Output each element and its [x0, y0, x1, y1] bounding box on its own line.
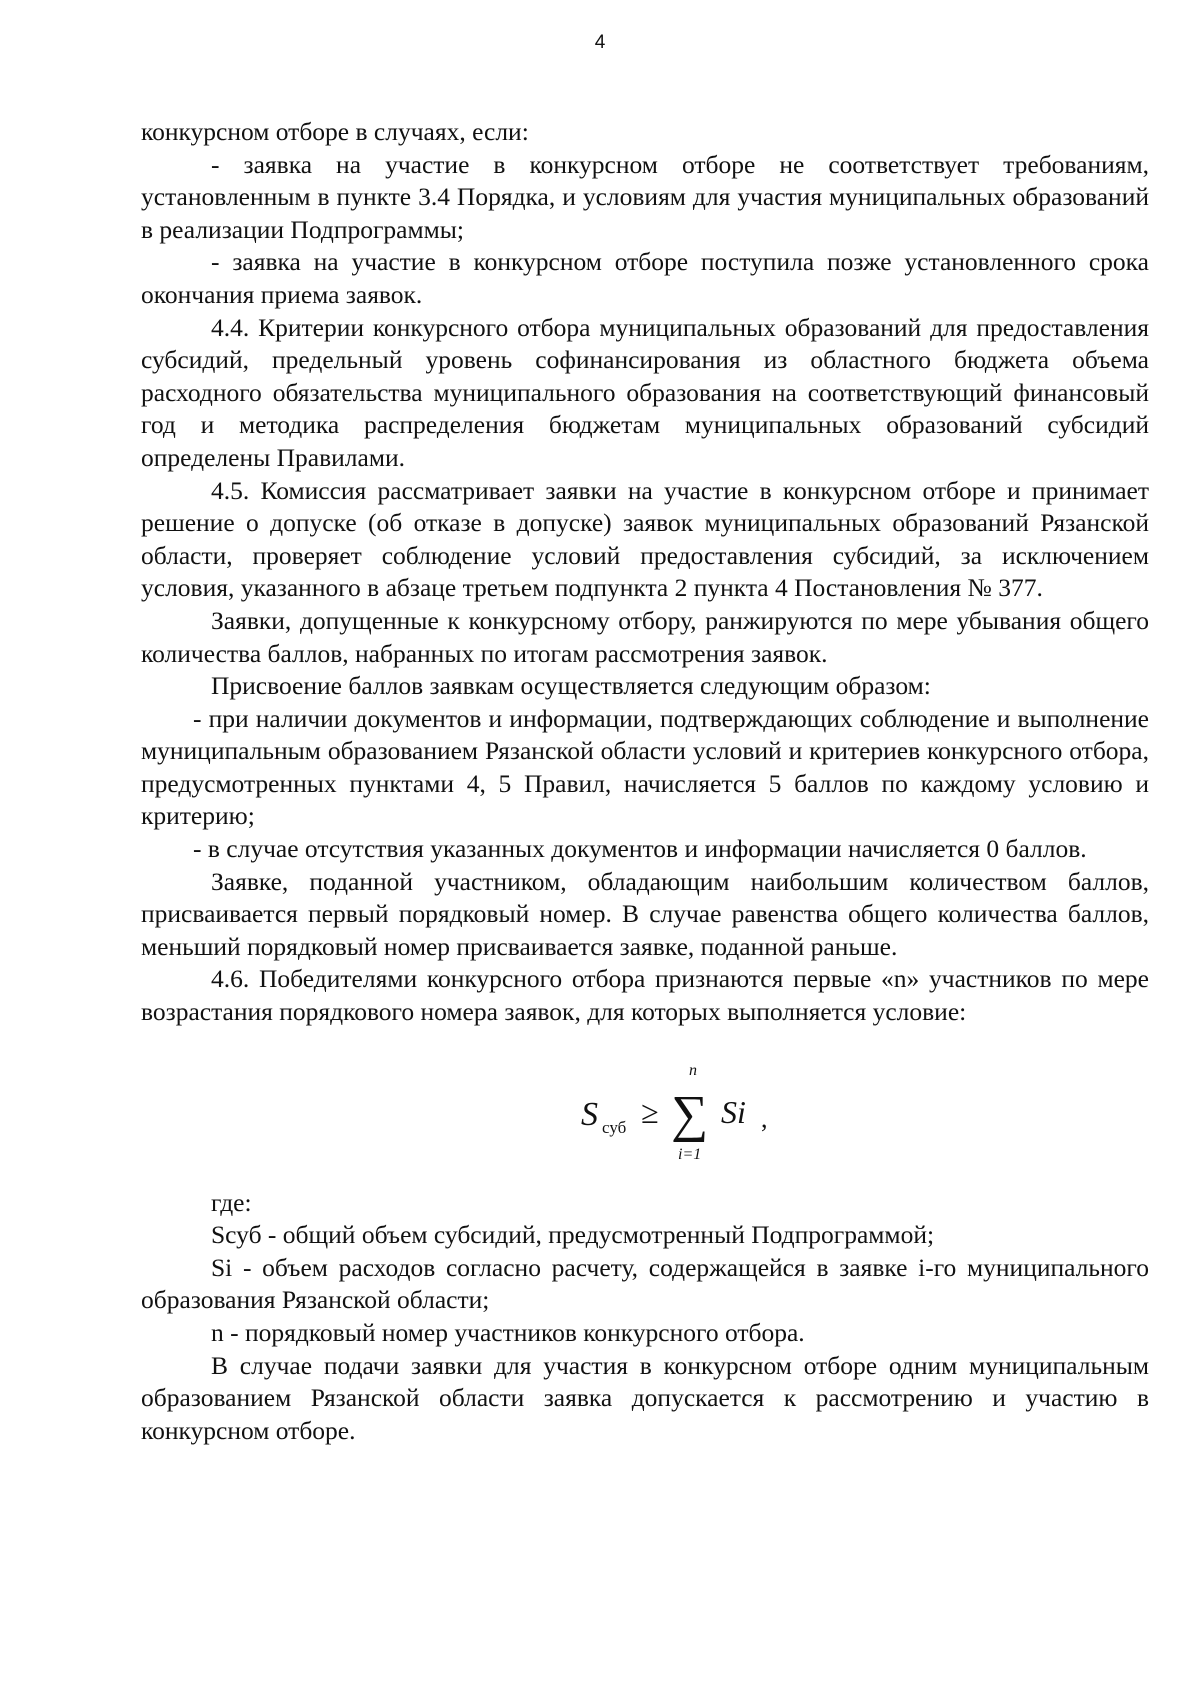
- paragraph-4-5: 4.5. Комиссия рассматривает заявки на участие в конкурсном отборе и принимает решение о допуске (об отказе в допуске) заявок муниципальных образований Рязанской области, проверяет соблюдение условий предоставления субсидий, за исключением условия, указанного в абзаце третьем подпункта 2 пункта 4 Постановления № 377.: [141, 475, 1149, 603]
- formula-trailing: ,: [761, 1103, 768, 1133]
- formula-term: Si: [721, 1093, 746, 1130]
- paragraph-where: где:: [211, 1187, 252, 1217]
- formula-lhs-subscript: суб: [602, 1117, 627, 1137]
- formula-graphic: [581, 1057, 781, 1167]
- paragraph-4-4: 4.4. Критерии конкурсного отбора муниципальных образований для предоставления субсидий, предельный уровень софинансирования из областного бюджета объема расходного обязательства муниципального образования на соответствующий финансовый год и методика распределения бюджетам муниципальных образований субсидий определены Правилами.: [141, 312, 1149, 472]
- paragraph-6: Заявки, допущенные к конкурсному отбору, ранжируются по мере убывания общего количества баллов, набранных по итогам рассмотрения заявок.: [141, 605, 1149, 668]
- page-number: 4: [594, 32, 606, 53]
- paragraph-8: - при наличии документов и информации, подтверждающих соблюдение и выполнение муниципальным образованием Рязанской области условий и критериев конкурсного отбора, предусмотренных пунктами 4, 5 Правил, начисляется 5 баллов по каждому условию и критерию;: [141, 703, 1149, 831]
- paragraph-2: - заявка на участие в конкурсном отборе не соответствует требованиям, установленным в пункте 3.4 Порядка, и условиям для участия муниципальных образований в реализации Подпрограммы;: [141, 149, 1149, 244]
- paragraph-10: Заявке, поданной участником, обладающим наибольшим количеством баллов, присваивается первый порядковый номер. В случае равенства общего количества баллов, меньший порядковый номер присваивается заявке, поданной раньше.: [141, 866, 1149, 961]
- formula-lower-limit: i=1: [678, 1145, 702, 1163]
- paragraph-scub-definition: Sсуб - общий объем субсидий, предусмотренный Подпрограммой;: [211, 1220, 935, 1250]
- paragraph-n-definition: n - порядковый номер участников конкурсного отбора.: [211, 1318, 805, 1347]
- formula-lhs: S: [581, 1095, 598, 1133]
- formula-relation: ≥: [641, 1093, 659, 1130]
- formula-sum-symbol: ∑: [671, 1085, 709, 1143]
- paragraph-si-definition: Si - объем расходов согласно расчету, содержащейся в заявке i-го муниципального образования Рязанской области;: [141, 1252, 1149, 1315]
- formula-upper-limit: n: [689, 1061, 697, 1079]
- paragraph-7: Присвоение баллов заявкам осуществляется следующим образом:: [211, 671, 931, 701]
- paragraph-4-6: 4.6. Победителями конкурсного отбора признаются первые «n» участников по мере возрастания порядкового номера заявок, для которых выполняется условие:: [141, 964, 1149, 1027]
- paragraph-3: - заявка на участие в конкурсном отборе поступила позже установленного срока окончания приема заявок.: [141, 247, 1149, 309]
- paragraph-single-application: В случае подачи заявки для участия в конкурсном отборе одним муниципальным образованием Рязанской области заявка допускается к рассмотрению и участию в конкурсном отборе.: [141, 1350, 1149, 1445]
- paragraph-1: конкурсном отборе в случаях, если:: [141, 117, 529, 146]
- paragraph-9: - в случае отсутствия указанных документов и информации начисляется 0 баллов.: [193, 834, 1087, 864]
- document-body: [141, 116, 1149, 1447]
- formula: [141, 1037, 1149, 1187]
